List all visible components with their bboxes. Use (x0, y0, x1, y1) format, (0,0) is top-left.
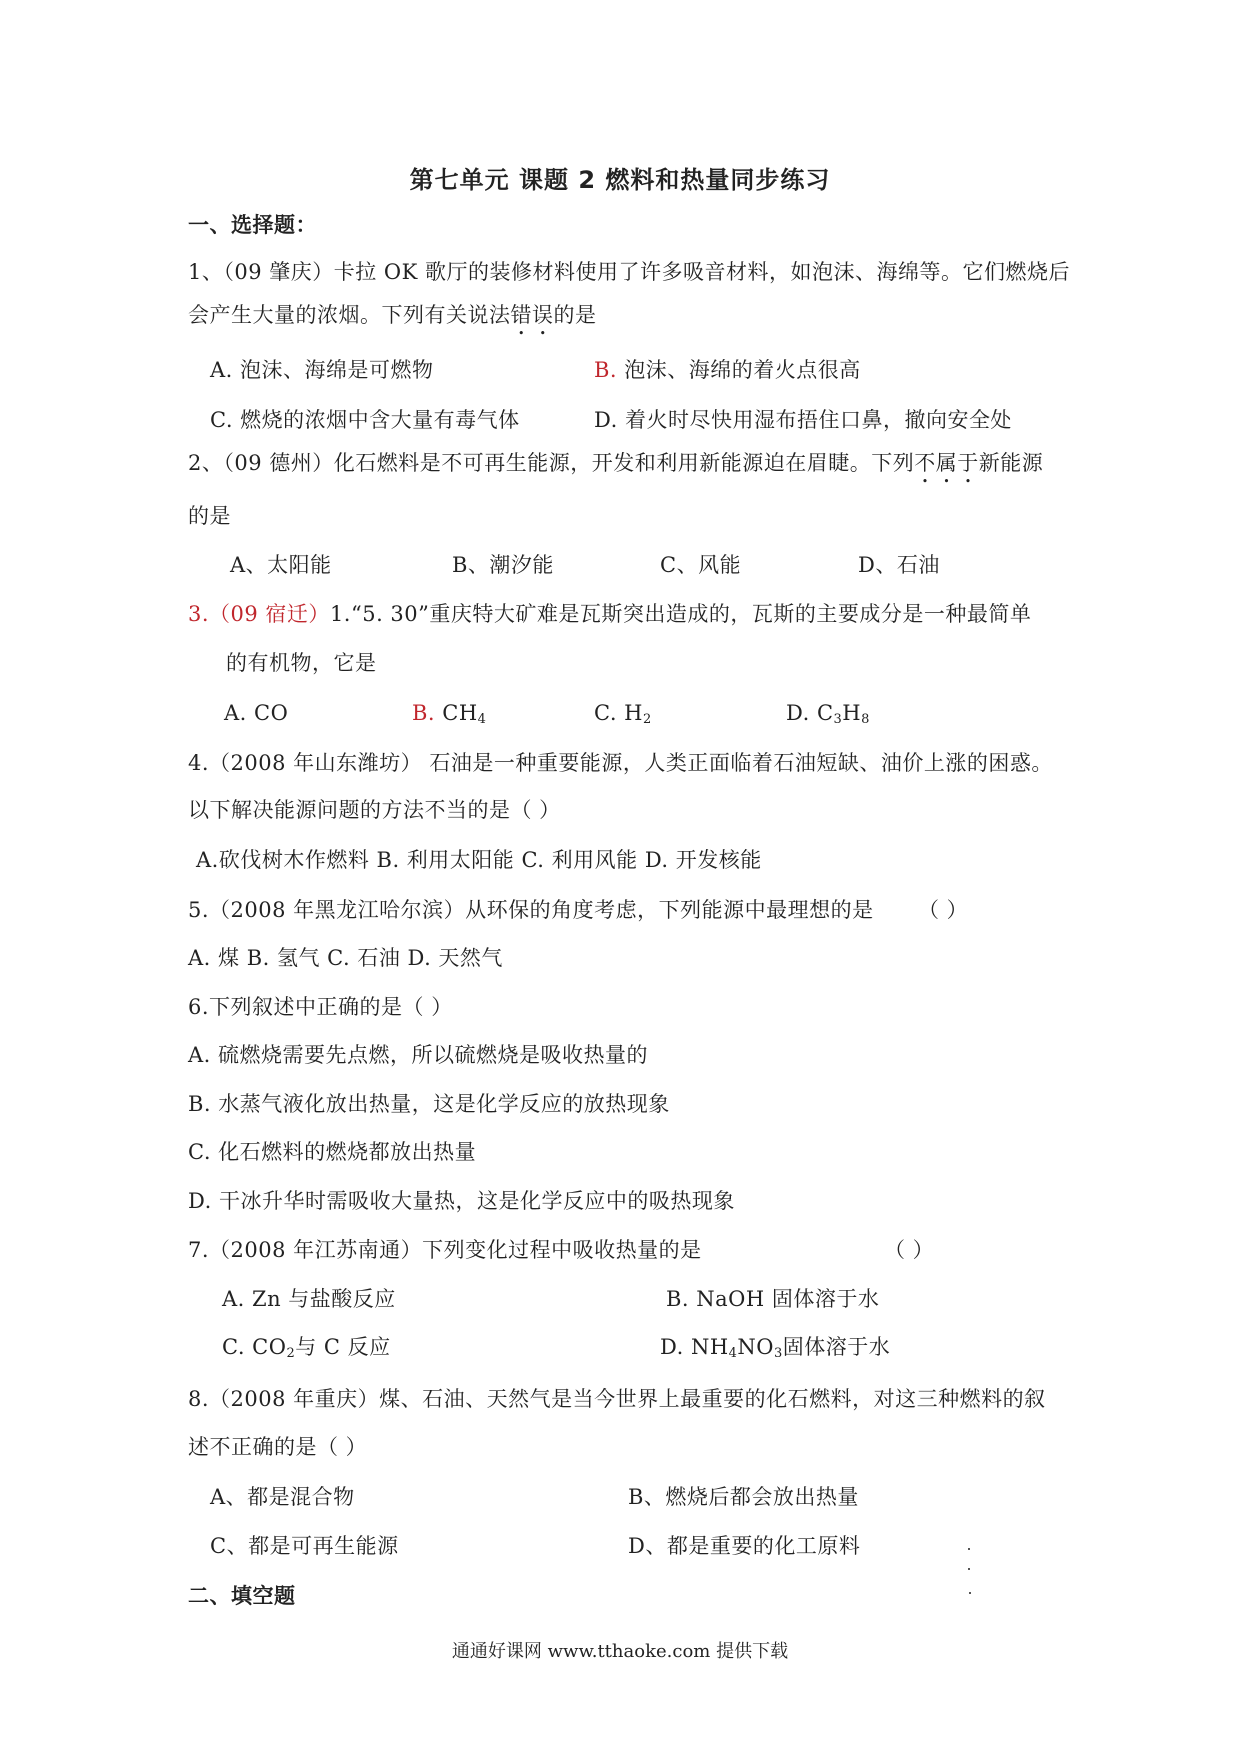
question-7-line-1: 7.（2008 年江苏南通）下列变化过程中吸收热量的是 (188, 1238, 702, 1262)
question-5-line-1: 5.（2008 年黑龙江哈尔滨）从环保的角度考虑，下列能源中最理想的是 (188, 898, 874, 922)
subscript: 4 (477, 712, 487, 727)
q1-option-a: A. 泡沫、海绵是可燃物 (210, 358, 434, 382)
question-3-line-1 (188, 600, 1031, 628)
q7-option-a: A. Zn 与盐酸反应 (222, 1287, 396, 1311)
q2-option-c: C、风能 (660, 553, 742, 577)
question-1-text-end: 的是 (553, 303, 597, 327)
section-heading-fill: 二、填空题 (188, 1584, 296, 1608)
emphasis-word: 错误 (510, 303, 554, 327)
question-2-line-2: 的是 (188, 504, 231, 528)
q3-option-c (594, 699, 652, 727)
question-2-text: 2、（09 德州）化石燃料是不可再生能源，开发和利用新能源迫在眉睫。下列 (188, 451, 915, 475)
q6-option-c: C. 化石燃料的燃烧都放出热量 (188, 1140, 477, 1164)
q8-option-b: B、燃烧后都会放出热量 (628, 1485, 859, 1509)
q2-option-a: A、太阳能 (230, 553, 332, 577)
answer-marker: B. (594, 358, 618, 382)
q5-answer-blank: （ ） (918, 898, 969, 922)
question-1-line-1: 1、（09 肇庆）卡拉 OK 歌厅的装修材料使用了许多吸音材料，如泡沫、海绵等。它们燃烧后 (188, 260, 1071, 284)
q8-option-a: A、都是混合物 (210, 1485, 355, 1509)
q7-option-c (222, 1333, 391, 1361)
question-3-source: 3.（09 宿迁） (188, 602, 330, 626)
formula-end: 固体溶于水 (782, 1335, 891, 1359)
q7-answer-blank: （ ） (884, 1238, 935, 1262)
question-8-line-1: 8.（2008 年重庆）煤、石油、天然气是当今世界上最重要的化石燃料，对这三种燃料的叙 (188, 1387, 1046, 1411)
q3-option-d (786, 699, 870, 727)
formula: D. C (786, 701, 834, 725)
q7-option-d (660, 1333, 890, 1361)
q4-options: A.砍伐树木作燃料 B. 利用太阳能 C. 利用风能 D. 开发核能 (196, 848, 762, 872)
subscript: 3 (774, 1346, 783, 1361)
question-1-text: 会产生大量的浓烟。下列有关说法 (188, 303, 511, 327)
q5-options: A. 煤 B. 氢气 C. 石油 D. 天然气 (188, 946, 503, 970)
subscript: 2 (286, 1346, 296, 1361)
q1-option-b-text: 泡沫、海绵的着火点很高 (617, 358, 861, 382)
question-1-line-2 (188, 301, 597, 340)
q1-option-c: C. 燃烧的浓烟中含大量有毒气体 (210, 408, 520, 432)
answer-marker: B. (412, 701, 436, 725)
question-4-line-2: 以下解决能源问题的方法不当的是（ ） (188, 798, 561, 822)
scan-speck (968, 1548, 970, 1550)
section-heading-choice: 一、选择题： (188, 213, 317, 237)
subscript: 2 (642, 712, 652, 727)
q7-option-b: B. NaOH 固体溶于水 (666, 1287, 880, 1311)
question-4-line-1: 4.（2008 年山东潍坊） 石油是一种重要能源，人类正面临着石油短缺、油价上涨的困惑。 (188, 751, 1053, 775)
q2-option-d: D、石油 (858, 553, 940, 577)
subscript: 8 (861, 712, 870, 727)
subscript: 4 (728, 1346, 738, 1361)
q6-option-d: D. 干冰升华时需吸收大量热，这是化学反应中的吸热现象 (188, 1189, 735, 1213)
question-2-line-1 (188, 449, 1043, 488)
q3-option-b (412, 699, 486, 727)
question-3-line-2: 的有机物，它是 (226, 651, 377, 675)
q3-option-a: A. CO (224, 701, 289, 725)
footer-credit: 通通好课网 www.tthaoke.com 提供下载 (451, 1641, 789, 1662)
q8-option-c: C、都是可再生能源 (210, 1534, 399, 1558)
q1-option-b (594, 356, 861, 384)
question-2-text-end: 新能源 (978, 451, 1044, 475)
formula: D. NH (660, 1335, 729, 1359)
question-6-line-1: 6.下列叙述中正确的是（ ） (188, 995, 453, 1019)
formula-mid: NO (737, 1335, 775, 1359)
q2-option-b: B、潮汐能 (452, 553, 554, 577)
page-title: 第七单元 课题 2 燃料和热量同步练习 (409, 166, 831, 194)
formula-end: 与 C 反应 (295, 1335, 391, 1359)
q6-option-b: B. 水蒸气液化放出热量，这是化学反应的放热现象 (188, 1092, 670, 1116)
question-8-line-2: 述不正确的是（ ） (188, 1435, 368, 1459)
formula-mid: H (842, 701, 862, 725)
subscript: 3 (833, 712, 843, 727)
scan-speck (969, 1592, 971, 1594)
q1-option-d: D. 着火时尽快用湿布捂住口鼻，撤向安全处 (594, 408, 1012, 432)
q8-option-d: D、都是重要的化工原料 (628, 1534, 861, 1558)
question-3-text: 1.“5. 30”重庆特大矿难是瓦斯突出造成的，瓦斯的主要成分是一种最简单 (329, 602, 1032, 626)
formula: C. H (594, 701, 643, 725)
scan-speck (968, 1568, 970, 1570)
emphasis-word: 不属于 (914, 451, 979, 475)
formula: CH (435, 701, 478, 725)
q6-option-a: A. 硫燃烧需要先点燃，所以硫燃烧是吸收热量的 (188, 1043, 649, 1067)
formula: C. CO (222, 1335, 287, 1359)
